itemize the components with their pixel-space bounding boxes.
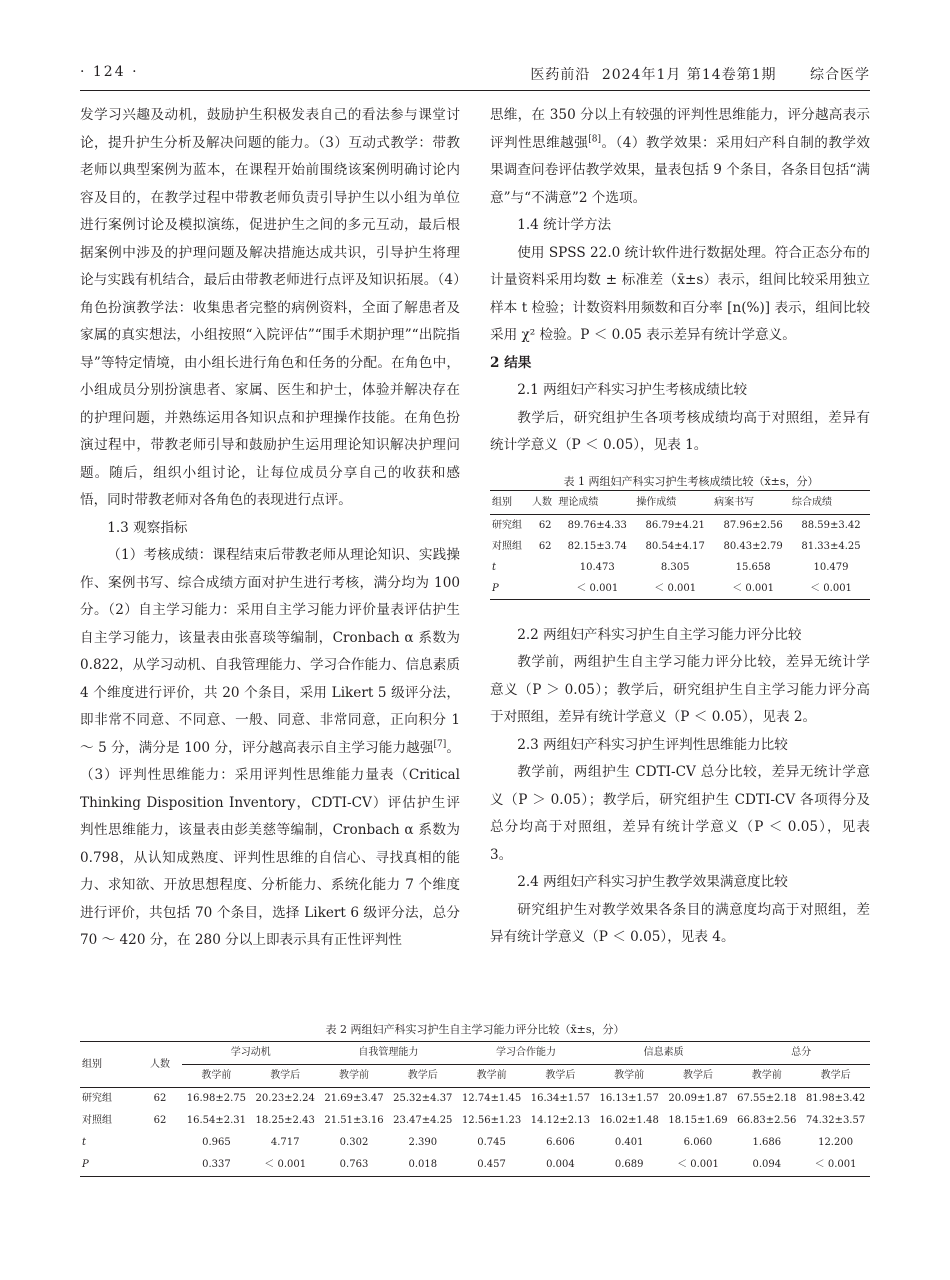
table-cell: 0.302 [339, 1137, 369, 1148]
paragraph-self-learning: 教学前，两组护生自主学习能力评分比较，差异无统计学意义（P ＞ 0.05）；教学后，研究组护生自主学习能力评分高于对照组，差异有统计学意义（P ＜ 0.05），见表 2。 [490, 654, 870, 725]
table-cell: 对照组 [492, 540, 522, 552]
heading-2-results: 2 结果 [490, 354, 532, 371]
table-row [490, 557, 870, 578]
table-cell: 16.34±1.57 [530, 1093, 591, 1104]
table-cell: 16.98±2.75 [186, 1093, 247, 1104]
citation-7: [7] [433, 738, 447, 749]
table-cell: 14.12±2.13 [530, 1115, 591, 1126]
table-cell: 82.15±3.74 [567, 540, 627, 552]
table2-header-after: 教学后 [388, 1065, 457, 1088]
table-cell: ＜ 0.001 [251, 1154, 320, 1177]
table-cell: 0.689 [595, 1154, 664, 1177]
table2-block [80, 1022, 870, 1177]
table-cell [138, 1154, 182, 1177]
table-cell: 62 [153, 1093, 167, 1104]
table-cell: 80.43±2.79 [723, 540, 783, 552]
header-rule [80, 90, 870, 91]
table-cell: 0.337 [182, 1154, 251, 1177]
table-cell: ＜ 0.001 [664, 1154, 733, 1177]
running-header [80, 60, 870, 86]
table-cell: 88.59±3.42 [801, 519, 861, 531]
table-cell: 86.79±4.21 [645, 519, 705, 531]
table-cell: 0.763 [320, 1154, 389, 1177]
critical-text-a: 思维，在 350 分以上有较强的评判性思维能力，评分越高表示评判性思维越强 [490, 107, 870, 151]
table2-body [80, 1088, 870, 1177]
table2-header-after: 教学后 [664, 1065, 733, 1088]
table-cell: 81.33±4.25 [801, 540, 861, 552]
table-cell: 0.745 [477, 1137, 506, 1148]
table-cell: P [80, 1154, 138, 1177]
table1-header: 理论成绩 [558, 490, 636, 514]
journal-name: 医药前沿 [530, 67, 591, 83]
paragraph-critical-thinking-continued [490, 102, 870, 212]
table-cell: 对照组 [82, 1115, 112, 1126]
table1-header-row [490, 490, 870, 514]
paragraph-exam-scores: 教学后，研究组护生各项考核成绩均高于对照组，差异有统计学意义（P ＜ 0.05），见表 1。 [490, 409, 870, 453]
heading-1-3: 1.3 观察指标 [107, 519, 188, 536]
table-cell: 62 [538, 540, 552, 552]
paragraph-observation-indicators [80, 542, 460, 955]
table-cell: 10.473 [579, 561, 615, 573]
table-cell: 67.55±2.18 [737, 1093, 797, 1104]
table-row [80, 1132, 870, 1154]
observation-text-b: 。（3）评判性思维能力：采用评判性思维能力量表（Critical Thinking Disposition Inventory，CDTI-CV）评估护生评判性思维能力，该量表由彭美慈等编制，Cronbach α 系数为 0.798，从认知成熟度、评判性思维的自信心、寻找真相的能力、求知欲、开放思想程度、分析能力、系统化能力 7 个维度进行评价，共包括 70 个条目，选择 Likert 6 级评分法，总分 70 ～ 420 分，在 280 分以上即表示具有正性评判性 [80, 739, 460, 948]
table-cell: ＜ 0.001 [558, 578, 636, 600]
table-cell: 89.76±4.33 [567, 519, 627, 531]
table-cell: 0.401 [614, 1137, 644, 1148]
table-cell: 0.094 [732, 1154, 801, 1177]
table-cell: 12.200 [818, 1137, 854, 1148]
table-cell: 18.15±1.69 [668, 1115, 728, 1126]
table-cell: 81.98±3.42 [805, 1093, 866, 1104]
table-cell: 21.69±3.47 [324, 1093, 384, 1104]
table-cell: 12.56±1.23 [461, 1115, 522, 1126]
table-cell: 16.13±1.57 [599, 1093, 659, 1104]
paragraph-critical-thinking-results: 教学前，两组护生 CDTI-CV 总分比较，差异无统计学意义（P ＞ 0.05）；教学后，研究组护生 CDTI-CV 各项得分及总分均高于对照组，差异有统计学意义（P ＜ 0.05），见表 3。 [490, 764, 870, 863]
table-row [80, 1154, 870, 1177]
journal-issue: 2024年1月 第14卷第1期 [601, 67, 777, 83]
table-cell: 74.32±3.57 [805, 1115, 866, 1126]
table-cell: 16.54±2.31 [186, 1115, 247, 1126]
paragraph-statistics: 使用 SPSS 22.0 统计软件进行数据处理。符合正态分布的计量资料采用均数 ± 标准差（x̄±s）表示，组间比较采用独立样本 t 检验；计数资料用频数和百分率 [n(%)] 表示，组间比较采用 χ² 检验。P ＜ 0.05 表示差异有统计学意义。 [490, 244, 870, 343]
table2-subheader-row [80, 1065, 870, 1088]
table-cell: 66.83±2.56 [737, 1115, 797, 1126]
paragraph-satisfaction: 研究组护生对教学效果各条目的满意度均高于对照组，差异有统计学意义（P ＜ 0.05），见表 4。 [490, 901, 870, 945]
table-cell [138, 1132, 182, 1154]
table-cell: 20.09±1.87 [668, 1093, 728, 1104]
table-row [80, 1110, 870, 1132]
table2-header-dimension: 总分 [732, 1042, 870, 1065]
heading-2-1: 2.1 两组妇产科实习护生考核成绩比较 [517, 382, 748, 398]
table2-header-n: 人数 [138, 1042, 182, 1088]
table-cell: 0.457 [457, 1154, 526, 1177]
table2-header-before: 教学前 [182, 1065, 251, 1088]
table-cell: 4.717 [270, 1137, 300, 1148]
table2-header-row [80, 1042, 870, 1065]
table1-header: 人数 [532, 490, 558, 514]
table-cell: 6.606 [546, 1137, 575, 1148]
table1 [490, 490, 870, 600]
heading-1-4: 1.4 统计学方法 [517, 217, 612, 233]
table-cell: 8.305 [660, 561, 690, 573]
table-cell: 10.479 [813, 561, 849, 573]
table2 [80, 1041, 870, 1177]
table-cell: t [82, 1137, 87, 1148]
critical-text-b: 。（4）教学效果：采用妇产科自制的教学效果调查问卷评估教学效果，量表包括 9 个条目，各条目包括“满意”与“不满意”2 个选项。 [490, 134, 870, 206]
table1-caption: 表 1 两组妇产科实习护生考核成绩比较（x̄±s，分） [563, 474, 819, 488]
table-cell: 23.47±4.25 [393, 1115, 453, 1126]
table-cell: 0.018 [388, 1154, 457, 1177]
table-cell: 25.32±4.37 [393, 1093, 453, 1104]
table2-header-before: 教学前 [320, 1065, 389, 1088]
table-cell: ＜ 0.001 [792, 578, 870, 600]
table2-header-after: 教学后 [801, 1065, 870, 1088]
table-cell: 62 [538, 519, 552, 531]
table-cell: 87.96±2.56 [723, 519, 783, 531]
table-cell: t [492, 561, 497, 573]
paragraph-methods-continued: 发学习兴趣及动机，鼓励护生积极发表自己的看法参与课堂讨论，提升护生分析及解决问题的能力。（3）互动式教学：带教老师以典型案例为蓝本，在课程开始前围绕该案例明确讨论内容及目的，在教学过程中带教老师负责引导护生以小组为单位进行案例讨论及模拟演练，促进护生之间的多元互动，最后根据案例中涉及的护理问题及解决措施达成共识，引导护生将理论与实践有机结合，最后由带教老师进行点评及知识拓展。（4）角色扮演教学法：收集患者完整的病例资料，全面了解患者及家属的真实想法，小组按照“入院评估”“围手术期护理”“出院指导”等特定情境，由小组长进行角色和任务的分配。在角色中，小组成员分别扮演患者、家属、医生和护士，体验并解决存在的护理问题，并熟练运用各知识点和护理操作技能。在角色扮演过程中，带教老师引导和鼓励护生运用理论知识解决护理问题。随后，组织小组讨论，让每位成员分享自己的收获和感悟，同时带教老师对各角色的表现进行点评。 [80, 107, 460, 508]
journal-section: 综合医学 [810, 67, 870, 83]
table-cell: 1.686 [752, 1137, 782, 1148]
table-cell: 62 [153, 1115, 167, 1126]
table2-header-before: 教学前 [732, 1065, 801, 1088]
table-cell: 21.51±3.16 [324, 1115, 384, 1126]
table2-header-dimension: 信息素质 [595, 1042, 733, 1065]
table2-header-dimension: 学习合作能力 [457, 1042, 595, 1065]
table-cell: ＜ 0.001 [636, 578, 714, 600]
table-cell: 0.965 [202, 1137, 231, 1148]
table-cell: 6.060 [683, 1137, 713, 1148]
table-cell [532, 578, 558, 600]
table-row [490, 536, 870, 557]
table2-header-after: 教学后 [251, 1065, 320, 1088]
table-cell: 2.390 [408, 1137, 438, 1148]
table-cell: 15.658 [735, 561, 771, 573]
journal-info [524, 64, 870, 84]
table-cell: 18.25±2.43 [255, 1115, 315, 1126]
heading-2-2: 2.2 两组妇产科实习护生自主学习能力评分比较 [517, 626, 802, 643]
table2-header-dimension: 自我管理能力 [320, 1042, 458, 1065]
table1-header: 操作成绩 [636, 490, 714, 514]
citation-8: [8] [588, 133, 602, 144]
table2-caption: 表 2 两组妇产科实习护生自主学习能力评分比较（x̄±s，分） [325, 1023, 625, 1036]
table-row [490, 514, 870, 536]
table-cell: ＜ 0.001 [714, 578, 792, 600]
table1-header: 综合成绩 [792, 490, 870, 514]
table-cell: 16.02±1.48 [599, 1115, 659, 1126]
table-cell [532, 557, 558, 578]
right-column [490, 102, 870, 952]
table-cell: 80.54±4.17 [645, 540, 705, 552]
observation-text-a: （1）考核成绩：课程结束后带教老师从理论知识、实践操作、案例书写、综合成绩方面对护生进行考核，满分均为 100 分。（2）自主学习能力：采用自主学习能力评价量表评估护生自主学习能力，该量表由张喜琰等编制，Cronbach α 系数为 0.822，从学习动机、自我管理能力、学习合作能力、信息素质 4 个维度进行评价，共 20 个条目，采用 Likert 5 级评分法，即非常不同意、不同意、一般、同意、非常同意，正向积分 1 ～ 5 分，满分是 100 分，评分越高表示自主学习能力越强 [80, 547, 460, 756]
table2-header-after: 教学后 [526, 1065, 595, 1088]
table1-header: 组别 [490, 490, 532, 514]
table-cell: 12.74±1.45 [461, 1093, 522, 1104]
table-cell: P [490, 578, 532, 600]
left-column [80, 102, 460, 955]
table-cell: 0.004 [526, 1154, 595, 1177]
table-row [490, 578, 870, 600]
table2-header-before: 教学前 [457, 1065, 526, 1088]
table2-header-before: 教学前 [595, 1065, 664, 1088]
table2-header-group: 组别 [80, 1042, 138, 1088]
table2-header-dimension: 学习动机 [182, 1042, 320, 1065]
table-cell: 20.23±2.24 [255, 1093, 315, 1104]
table-row [80, 1088, 870, 1111]
table-cell: 研究组 [492, 519, 522, 531]
page-number: · 124 · [80, 64, 139, 80]
heading-2-4: 2.4 两组妇产科实习护生教学效果满意度比较 [517, 874, 788, 890]
table-cell: ＜ 0.001 [801, 1154, 870, 1177]
heading-2-3: 2.3 两组妇产科实习护生评判性思维能力比较 [517, 736, 788, 753]
table1-header: 病案书写 [714, 490, 792, 514]
table-cell: 研究组 [82, 1093, 112, 1104]
